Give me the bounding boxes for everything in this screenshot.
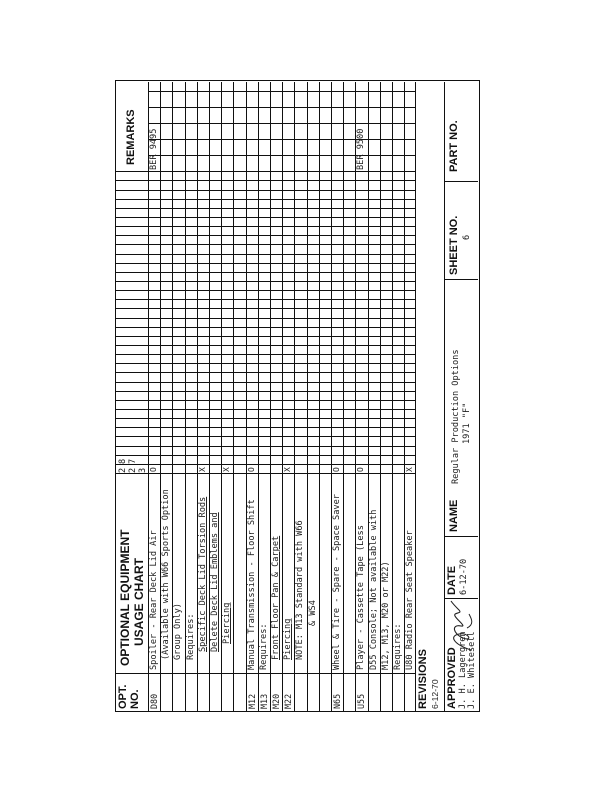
grid-col-line <box>115 455 415 456</box>
handwritten-signature <box>445 598 477 654</box>
row-description: Spoiler - Rear Deck Lid Air <box>149 530 159 670</box>
remarks-col-line <box>148 155 415 156</box>
date-value: 6-12-70 <box>459 558 469 595</box>
sheet-label: SHEET NO. <box>448 215 460 275</box>
row-opt-no: M20 <box>271 693 281 709</box>
grid-col-line <box>115 409 415 410</box>
grid-col-line <box>115 181 415 182</box>
grid-row-line <box>319 82 320 712</box>
column-code-1: 2 <box>118 467 128 473</box>
row-opt-no: U55 <box>356 693 367 709</box>
grid-col-line <box>115 464 415 465</box>
column-code-2: 2 <box>128 467 138 473</box>
column-code-3: 3 <box>138 467 148 473</box>
row-description: Specific Deck Lid Torsion Rods <box>197 496 208 652</box>
remarks-col-line <box>148 91 415 92</box>
grid-col-line <box>115 327 415 328</box>
grid-col-line <box>115 427 415 428</box>
grid-col-line <box>115 418 415 419</box>
row-description: D55 Console; Not available with <box>368 509 379 670</box>
row-description: NOTE: M13 Standard with W66 <box>295 520 306 660</box>
name-label: NAME <box>448 499 460 532</box>
grid-col-line <box>115 226 415 227</box>
grid-col-line <box>115 235 415 236</box>
row-opt-no: M22 <box>283 693 294 709</box>
grid-col-line <box>115 373 415 374</box>
part-label: PART NO. <box>448 120 460 172</box>
footer-rule-top <box>415 82 416 712</box>
name-divider <box>444 279 478 280</box>
row-usage-mark: O <box>149 467 158 472</box>
row-description: Requires: <box>393 623 403 670</box>
grid-row-line <box>258 82 259 712</box>
row-description: M12, M13, M20 or M22) <box>380 561 391 670</box>
grid-col-line <box>115 446 415 447</box>
row-description: Front Floor Pan & Carpet <box>271 535 281 660</box>
approved-name-1: J. H. Lagergren <box>458 631 468 709</box>
row-description: & WS4 <box>307 600 318 626</box>
grid-col-line <box>115 436 415 437</box>
grid-row-line <box>233 82 234 712</box>
row-usage-mark: X <box>283 467 293 472</box>
grid-row-line <box>282 82 283 712</box>
opt-no-label: OPT. NO. <box>117 684 141 709</box>
grid-col-line <box>115 336 415 337</box>
row-usage-mark: O <box>356 467 366 472</box>
name-line1: Regular Production Options <box>451 349 461 484</box>
grid-col-line <box>115 290 415 291</box>
row-usage-mark: X <box>405 467 415 472</box>
grid-col-line <box>115 391 415 392</box>
row-description: Piercing <box>222 602 233 644</box>
remarks-label: REMARKS <box>125 109 137 165</box>
row-usage-mark: X <box>197 467 207 472</box>
chart-title-line1: OPTIONAL EQUIPMENT <box>118 529 132 666</box>
grid-row-line <box>392 82 393 712</box>
grid-col-line <box>115 318 415 319</box>
grid-col-line <box>115 382 415 383</box>
row-opt-no: N65 <box>332 693 342 709</box>
grid-col-line <box>115 281 415 282</box>
grid-col-line <box>115 199 415 200</box>
sheet-divider <box>444 181 478 182</box>
row-description: U80 Radio Rear Seat Speaker <box>405 530 416 670</box>
row-description: Wheel & Tire - Spare - Space Saver <box>332 494 342 670</box>
grid-row-line <box>343 82 344 712</box>
chart-title-line2: USAGE CHART <box>132 557 146 646</box>
remarks-col-line <box>148 123 415 124</box>
date-divider <box>444 536 478 537</box>
grid-col-line <box>115 263 415 264</box>
row-description: Requires: <box>258 623 269 670</box>
row-description: Group Only) <box>173 603 184 660</box>
row-remark: BER 9495 <box>149 128 159 170</box>
grid-col-line <box>115 245 415 246</box>
name-line2: 1971 "F" <box>462 402 472 444</box>
row-description: Delete Deck Lid Emblems and <box>210 512 220 652</box>
row-opt-no: M13 <box>258 693 269 709</box>
row-opt-no: M12 <box>246 693 257 709</box>
revisions-date: 6-12-70 <box>430 679 440 709</box>
grid-col-line <box>115 272 415 273</box>
sheet-value: 6 <box>462 234 472 240</box>
approved-name-2: J. E. Whitesell <box>467 631 477 709</box>
column-sub-2: 7 <box>128 458 138 464</box>
grid-col-line <box>115 363 415 364</box>
row-usage-mark: X <box>222 467 232 472</box>
revisions-label: REVISIONS <box>417 649 429 709</box>
grid-col-line <box>115 254 415 255</box>
row-description: Requires: <box>185 613 196 660</box>
grid-col-line <box>115 217 415 218</box>
row-description: (Available with W66 Sports Option <box>161 489 172 660</box>
approved-label: APPROVED <box>446 647 458 709</box>
grid-col-line <box>115 354 415 355</box>
grid-col-line <box>115 208 415 209</box>
row-remark: BER 9500 <box>356 128 367 170</box>
row-description: Manual Transmission - Floor Shift <box>246 499 257 670</box>
grid-col-line <box>115 190 415 191</box>
grid-col-line <box>115 345 415 346</box>
date-label: DATE <box>446 565 458 595</box>
row-opt-no: D80 <box>149 693 159 709</box>
remarks-col-line <box>148 139 415 140</box>
remarks-col-line <box>148 107 415 108</box>
grid-col-line <box>115 299 415 300</box>
row-usage-mark: O <box>246 467 256 472</box>
grid-col-line <box>115 400 415 401</box>
usage-chart-sheet <box>115 80 480 712</box>
row-description: Piercing <box>283 618 294 660</box>
column-sub-1: 8 <box>118 458 128 464</box>
row-description: Player - Cassette Tape (Less <box>356 525 367 670</box>
grid-col-line <box>115 309 415 310</box>
row-usage-mark: O <box>332 467 341 472</box>
